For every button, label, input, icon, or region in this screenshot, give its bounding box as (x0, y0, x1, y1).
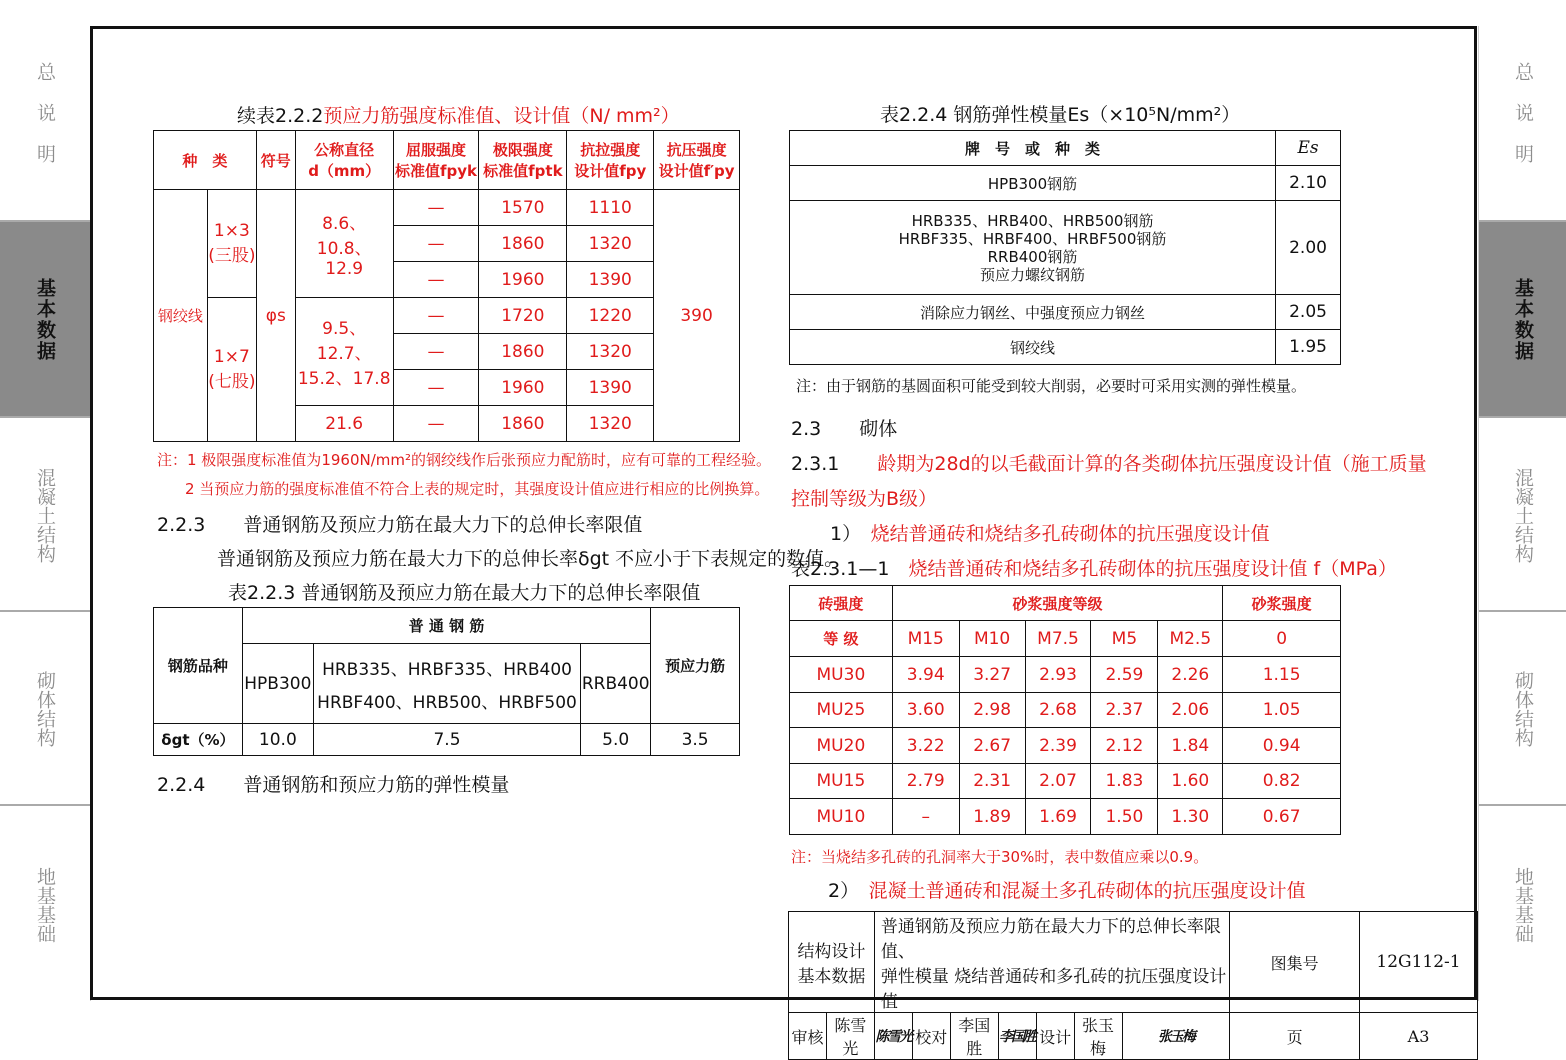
table-cell: HPB300 (242, 644, 313, 724)
table-row (790, 657, 1341, 693)
table-cell: 1.84 (1158, 728, 1223, 764)
table-cell: 1220 (567, 298, 654, 334)
table-cell: 1320 (567, 406, 654, 442)
symbol-cell: φs (256, 190, 295, 442)
table-cell: 钢绞线 (790, 330, 1276, 365)
table-cell: 1.05 (1223, 693, 1341, 728)
diameter-1: 8.6、10.8、 12.9 (295, 190, 393, 298)
table-cell: 0.82 (1223, 764, 1341, 799)
table-cell: 1860 (479, 226, 567, 262)
sidebar-tab-masonry[interactable] (1479, 610, 1566, 806)
table-cell: 2.12 (1091, 728, 1158, 764)
table-cell: 2.59 (1091, 657, 1158, 693)
table-row (790, 728, 1341, 764)
section-223-body: 普通钢筋及预应力筋在最大力下的总伸长率δgt 不应小于下表规定的数值。 (217, 548, 844, 570)
table-222-note-2: 2 当预应力筋的强度标准值不符合上表的规定时，其强度设计值应进行相应的比例换算。 (185, 480, 770, 498)
sidebar-tab-label: 混凝土结构 (1512, 467, 1534, 563)
section-223-heading: 2.2.3 普通钢筋及预应力筋在最大力下的总伸长率限值 (157, 514, 643, 536)
table-cell: HRB335、HRBF335、HRB400 HRBF400、HRB500、HRBF500 (313, 644, 580, 724)
right-sidebar (1478, 26, 1566, 1001)
group-1x3: 1×3 (三股) (207, 190, 256, 298)
grade-cell: MU20 (790, 728, 893, 764)
header-diameter: 公称直径 d（mm） (295, 131, 393, 190)
table-cell: 1.95 (1276, 330, 1341, 365)
sidebar-tab-foundation[interactable] (1479, 804, 1566, 1003)
table-cell: 1320 (567, 334, 654, 370)
table-cell: 1.30 (1158, 799, 1223, 835)
section-231-line2: 控制等级为B级） (791, 488, 938, 510)
sidebar-tab-label: 砌体结构 (34, 671, 56, 747)
left-sidebar (0, 26, 91, 1001)
sidebar-tab-label: 地基基础 (34, 866, 56, 943)
table-row (790, 799, 1341, 835)
title-category: 结构设计 基本数据 (789, 912, 875, 1013)
table-222-note-1: 注：1 极限强度标准值为1960N/mm²的钢绞线作后张预应力配筋时，应有可靠的工程经验。 (157, 451, 772, 469)
section-23-heading: 2.3 砌体 (791, 418, 898, 440)
table-cell: 3.5 (651, 724, 740, 756)
table-cell: 2.39 (1025, 728, 1091, 764)
design-label: 设计 (1036, 1013, 1074, 1060)
checker-name: 李国胜 (950, 1013, 998, 1060)
col-header: M5 (1091, 621, 1158, 657)
table-cell: 3.22 (892, 728, 959, 764)
table-cell: HRB335、HRB400、HRB500钢筋 HRBF335、HRBF400、HRBF500钢筋 RRB400钢筋 预应力螺纹钢筋 (790, 201, 1276, 295)
table-cell: 2.10 (1276, 166, 1341, 201)
atlas-number: 12G112-1 (1360, 912, 1478, 1013)
col-header: M15 (892, 621, 959, 657)
table-222-caption: 续表2.2.2预应力筋强度标准值、设计值（N/ mm²） (237, 105, 680, 127)
reviewer-signature: 陈雪光 (874, 1013, 912, 1060)
section-231-line1: 2.3.1 龄期为28d的以毛截面计算的各类砌体抗压强度设计值（施工质量 (791, 453, 1427, 475)
header-prestressed: 预应力筋 (651, 608, 740, 724)
designer-name: 张玉梅 (1074, 1013, 1122, 1060)
section-231-sub1: 1） 烧结普通砖和烧结多孔砖砌体的抗压强度设计值 (830, 523, 1270, 545)
col-header: M10 (959, 621, 1025, 657)
table-cell: HPB300钢筋 (790, 166, 1276, 201)
sidebar-tab-basic-data[interactable] (1479, 220, 1566, 418)
sidebar-tab-general[interactable] (0, 26, 90, 220)
sidebar-tab-foundation[interactable] (0, 804, 90, 1003)
table-cell: 7.5 (313, 724, 580, 756)
table-cell: 1.15 (1223, 657, 1341, 693)
table-cell: — (393, 226, 479, 262)
header-mortar-zero: 砂浆强度 (1223, 586, 1341, 621)
table-cell: 1.50 (1091, 799, 1158, 835)
table-cell: 5.0 (581, 724, 651, 756)
table-cell: 2.00 (1276, 201, 1341, 295)
table-cell: 1860 (479, 334, 567, 370)
table-cell: — (393, 334, 479, 370)
table-row (790, 693, 1341, 728)
table-224-note: 注：由于钢筋的基圆面积可能受到较大削弱，必要时可采用实测的弹性模量。 (796, 377, 1307, 395)
header-kind: 牌 号 或 种 类 (790, 131, 1276, 166)
checker-signature: 李国胜 (998, 1013, 1036, 1060)
table-cell: 2.67 (959, 728, 1025, 764)
header-kind: 钢筋品种 (154, 608, 243, 724)
table-cell: 2.06 (1158, 693, 1223, 728)
sidebar-tab-concrete[interactable] (1479, 416, 1566, 612)
table-cell: 消除应力钢丝、中强度预应力钢丝 (790, 295, 1276, 330)
table-cell: 3.27 (959, 657, 1025, 693)
table-224-caption: 表2.2.4 钢筋弹性模量Es（×10⁵N/mm²） (880, 104, 1241, 126)
table-cell: 2.05 (1276, 295, 1341, 330)
sidebar-tab-general[interactable] (1479, 26, 1566, 220)
header-symbol: 符号 (256, 131, 295, 190)
header-normal: 普 通 钢 筋 (242, 608, 650, 644)
table-cell: 0.94 (1223, 728, 1341, 764)
table-cell: — (393, 406, 479, 442)
table-cell: 2.79 (892, 764, 959, 799)
designer-signature: 张玉梅 (1122, 1013, 1230, 1060)
header-tension: 抗拉强度 设计值fpy (567, 131, 654, 190)
table-cell: 2.93 (1025, 657, 1091, 693)
table-223 (153, 607, 740, 756)
check-label: 校对 (912, 1013, 950, 1060)
table-cell: 1960 (479, 370, 567, 406)
col-header: M7.5 (1025, 621, 1091, 657)
row-label: δgt（%） (154, 724, 243, 756)
table-cell: 1.89 (959, 799, 1025, 835)
table-cell: 1.60 (1158, 764, 1223, 799)
header-ultimate: 极限强度 标准值fptk (479, 131, 567, 190)
table-cell: 1960 (479, 262, 567, 298)
table-cell: 1.83 (1091, 764, 1158, 799)
table-cell: 2.31 (959, 764, 1025, 799)
sidebar-tab-label: 地基基础 (1512, 866, 1534, 943)
title-description: 普通钢筋及预应力筋在最大力下的总伸长率限值、 弹性模量 烧结普通砖和多孔砖的抗压强度设计值 (874, 912, 1229, 1013)
table-2311-caption: 表2.3.1—1 烧结普通砖和烧结多孔砖砌体的抗压强度设计值 f（MPa） (791, 558, 1397, 580)
reviewer-name: 陈雪光 (826, 1013, 874, 1060)
diameter-2: 9.5、12.7、 15.2、17.8 (295, 298, 393, 406)
sidebar-tab-label: 总说明 (34, 61, 56, 185)
table-cell: 1570 (479, 190, 567, 226)
group-1x7: 1×7 (七股) (207, 298, 256, 442)
col-header: M2.5 (1158, 621, 1223, 657)
sidebar-tab-label: 基本数据 (34, 278, 56, 362)
col-header: 0 (1223, 621, 1341, 657)
header-brick-grade: 等 级 (790, 621, 893, 657)
sidebar-tab-label: 砌体结构 (1512, 671, 1534, 747)
sidebar-tab-masonry[interactable] (0, 610, 90, 806)
header-kind: 种 类 (154, 131, 257, 190)
table-cell: 1720 (479, 298, 567, 334)
table-cell: — (393, 298, 479, 334)
header-yield: 屈服强度 标准值fpyk (393, 131, 479, 190)
table-cell: 2.68 (1025, 693, 1091, 728)
table-cell: 1860 (479, 406, 567, 442)
table-row (790, 764, 1341, 799)
table-cell: 1110 (567, 190, 654, 226)
section-231-sub2: 2） 混凝土普通砖和混凝土多孔砖砌体的抗压强度设计值 (828, 880, 1306, 902)
table-224 (789, 130, 1341, 365)
table-cell: 10.0 (242, 724, 313, 756)
grade-cell: MU15 (790, 764, 893, 799)
table-cell: 1390 (567, 370, 654, 406)
section-224-heading: 2.2.4 普通钢筋和预应力筋的弹性模量 (157, 774, 510, 796)
compression-value: 390 (654, 190, 740, 442)
grade-cell: MU30 (790, 657, 893, 693)
table-cell: 2.26 (1158, 657, 1223, 693)
table-cell: — (393, 370, 479, 406)
kind-cell: 钢绞线 (154, 190, 208, 442)
review-label: 审核 (789, 1013, 827, 1060)
table-cell: 2.37 (1091, 693, 1158, 728)
table-cell: 1390 (567, 262, 654, 298)
sidebar-tab-basic-data[interactable] (0, 220, 90, 418)
table-cell: 3.94 (892, 657, 959, 693)
table-cell: — (393, 262, 479, 298)
table-2311-note: 注：当烧结多孔砖的孔洞率大于30%时，表中数值应乘以0.9。 (791, 848, 1209, 866)
diameter-3: 21.6 (295, 406, 393, 442)
sidebar-tab-label: 总说明 (1512, 61, 1534, 185)
table-cell: 1.69 (1025, 799, 1091, 835)
page-number: A3 (1360, 1013, 1478, 1060)
table-cell: 3.60 (892, 693, 959, 728)
header-compression: 抗压强度 设计值f′py (654, 131, 740, 190)
sidebar-tab-concrete[interactable] (0, 416, 90, 612)
title-block (788, 911, 1478, 1060)
sidebar-tab-label: 混凝土结构 (34, 467, 56, 563)
header-brick: 砖强度 (790, 586, 893, 621)
table-cell: – (892, 799, 959, 835)
table-cell: — (393, 190, 479, 226)
grade-cell: MU25 (790, 693, 893, 728)
sidebar-tab-label: 基本数据 (1512, 278, 1534, 362)
table-cell: RRB400 (581, 644, 651, 724)
header-mortar: 砂浆强度等级 (892, 586, 1222, 621)
table-2311 (789, 585, 1341, 835)
table-cell: 2.07 (1025, 764, 1091, 799)
table-cell: 0.67 (1223, 799, 1341, 835)
atlas-label: 图集号 (1230, 912, 1360, 1013)
header-es: Es (1276, 131, 1341, 166)
grade-cell: MU10 (790, 799, 893, 835)
table-cell: 2.98 (959, 693, 1025, 728)
page-label: 页 (1230, 1013, 1360, 1060)
table-223-caption: 表2.2.3 普通钢筋及预应力筋在最大力下的总伸长率限值 (228, 582, 701, 604)
table-222 (153, 130, 740, 442)
table-cell: 1320 (567, 226, 654, 262)
